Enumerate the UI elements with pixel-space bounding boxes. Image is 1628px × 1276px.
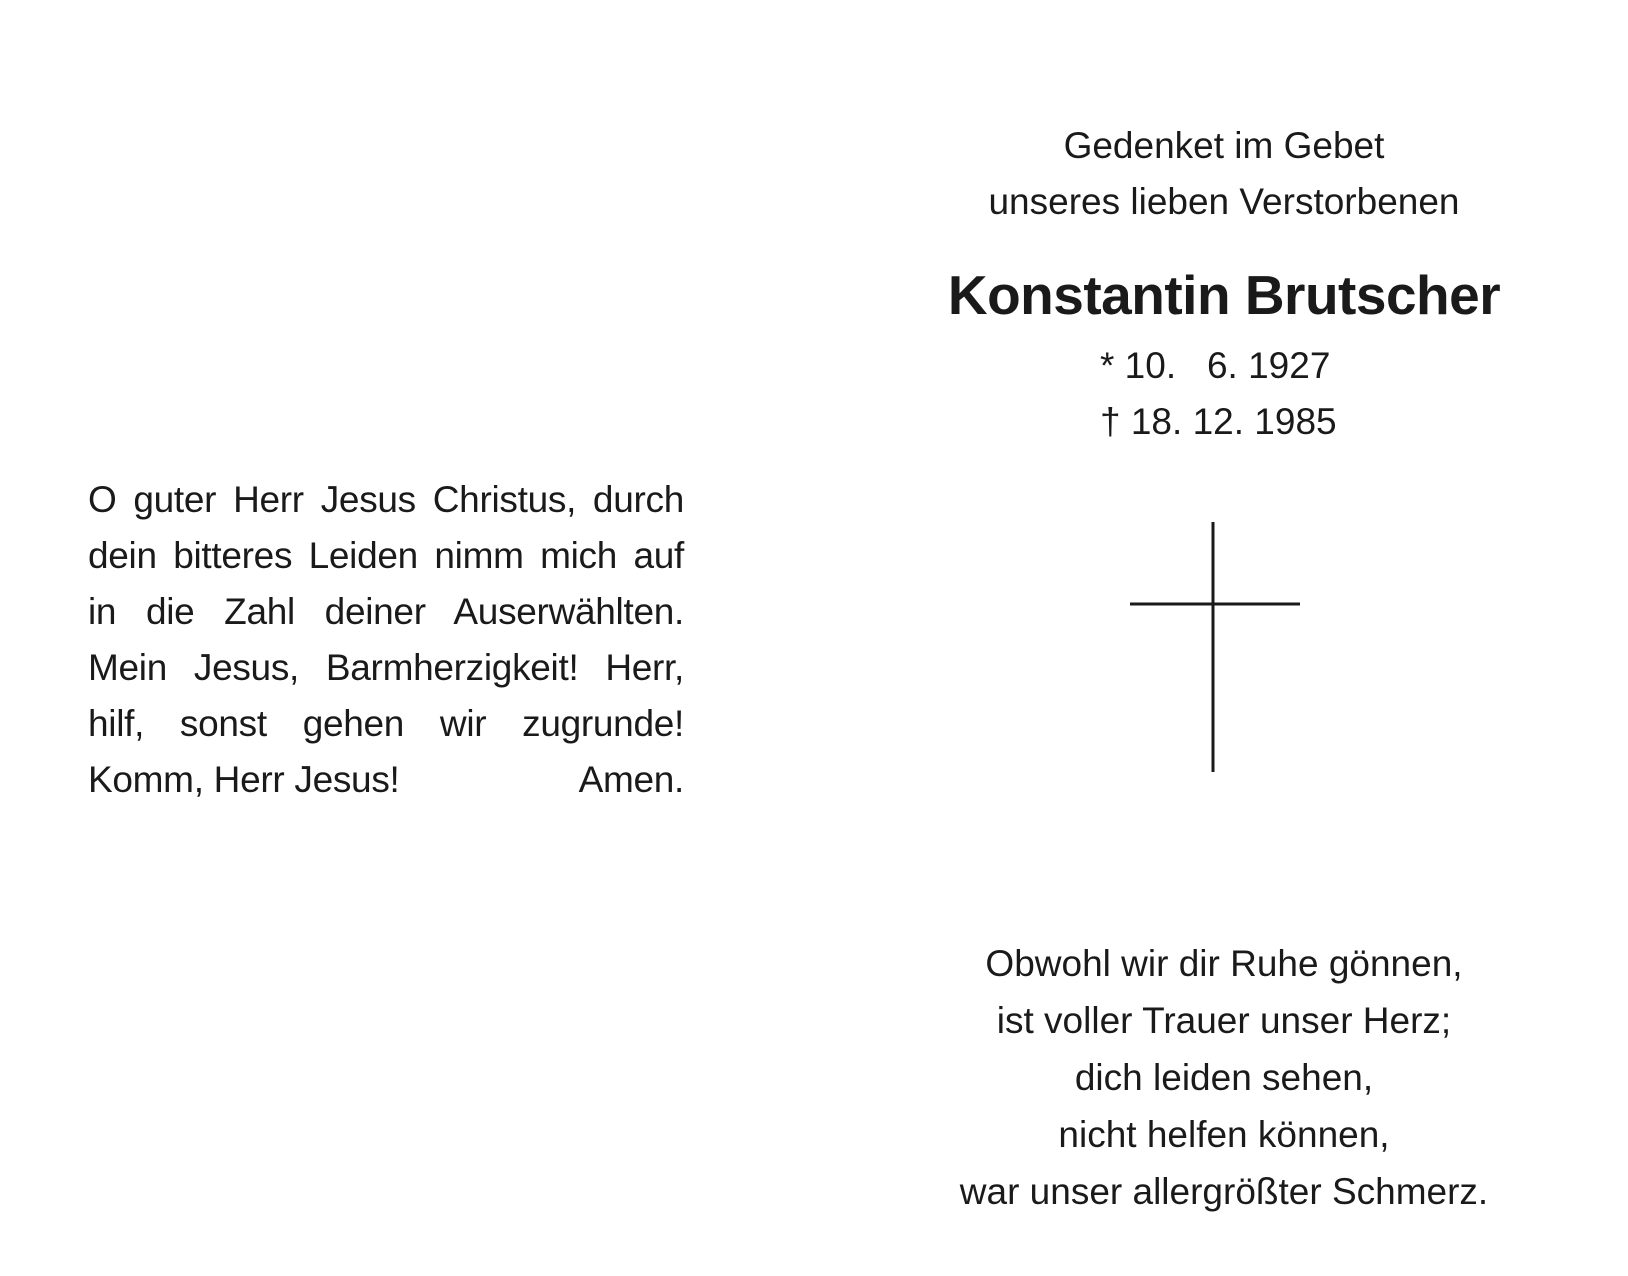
intro-line-1: Gedenket im Gebet (1063, 125, 1385, 166)
birth-date: * 10. 6. 1927 (1100, 345, 1331, 386)
verse-line-1: Obwohl wir dir Ruhe gönnen, (985, 943, 1463, 984)
intro-line-2: unseres lieben Verstorbenen (988, 181, 1460, 222)
deceased-name: Konstantin Brutscher (947, 264, 1501, 326)
verse-line-4: nicht helfen können, (1058, 1114, 1390, 1155)
prayer-line-2: dein bitteres Leiden nimm mich auf (88, 535, 684, 576)
death-date: † 18. 12. 1985 (1100, 401, 1337, 442)
prayer-amen: Amen. (578, 759, 684, 800)
prayer-line-1: O guter Herr Jesus Christus, durch (88, 479, 684, 520)
verse-line-3: dich leiden sehen, (1074, 1057, 1374, 1098)
verse-line-2: ist voller Trauer unser Herz; (996, 1000, 1452, 1041)
verse-text (904, 935, 1544, 1220)
prayer-line-5: hilf, sonst gehen wir zugrunde! (88, 703, 684, 744)
verse-line-5: war unser allergrößter Schmerz. (959, 1171, 1489, 1212)
prayer-line-3: in die Zahl deiner Auserwählten. (88, 591, 684, 632)
prayer-line-4: Mein Jesus, Barmherzigkeit! Herr, (88, 647, 684, 688)
life-dates (1100, 338, 1337, 450)
prayer-text (88, 472, 684, 808)
intro-text (904, 118, 1544, 230)
latin-cross-icon (1130, 522, 1300, 772)
prayer-line-6 (88, 752, 684, 808)
prayer-closing: Komm, Herr Jesus! (88, 759, 400, 800)
